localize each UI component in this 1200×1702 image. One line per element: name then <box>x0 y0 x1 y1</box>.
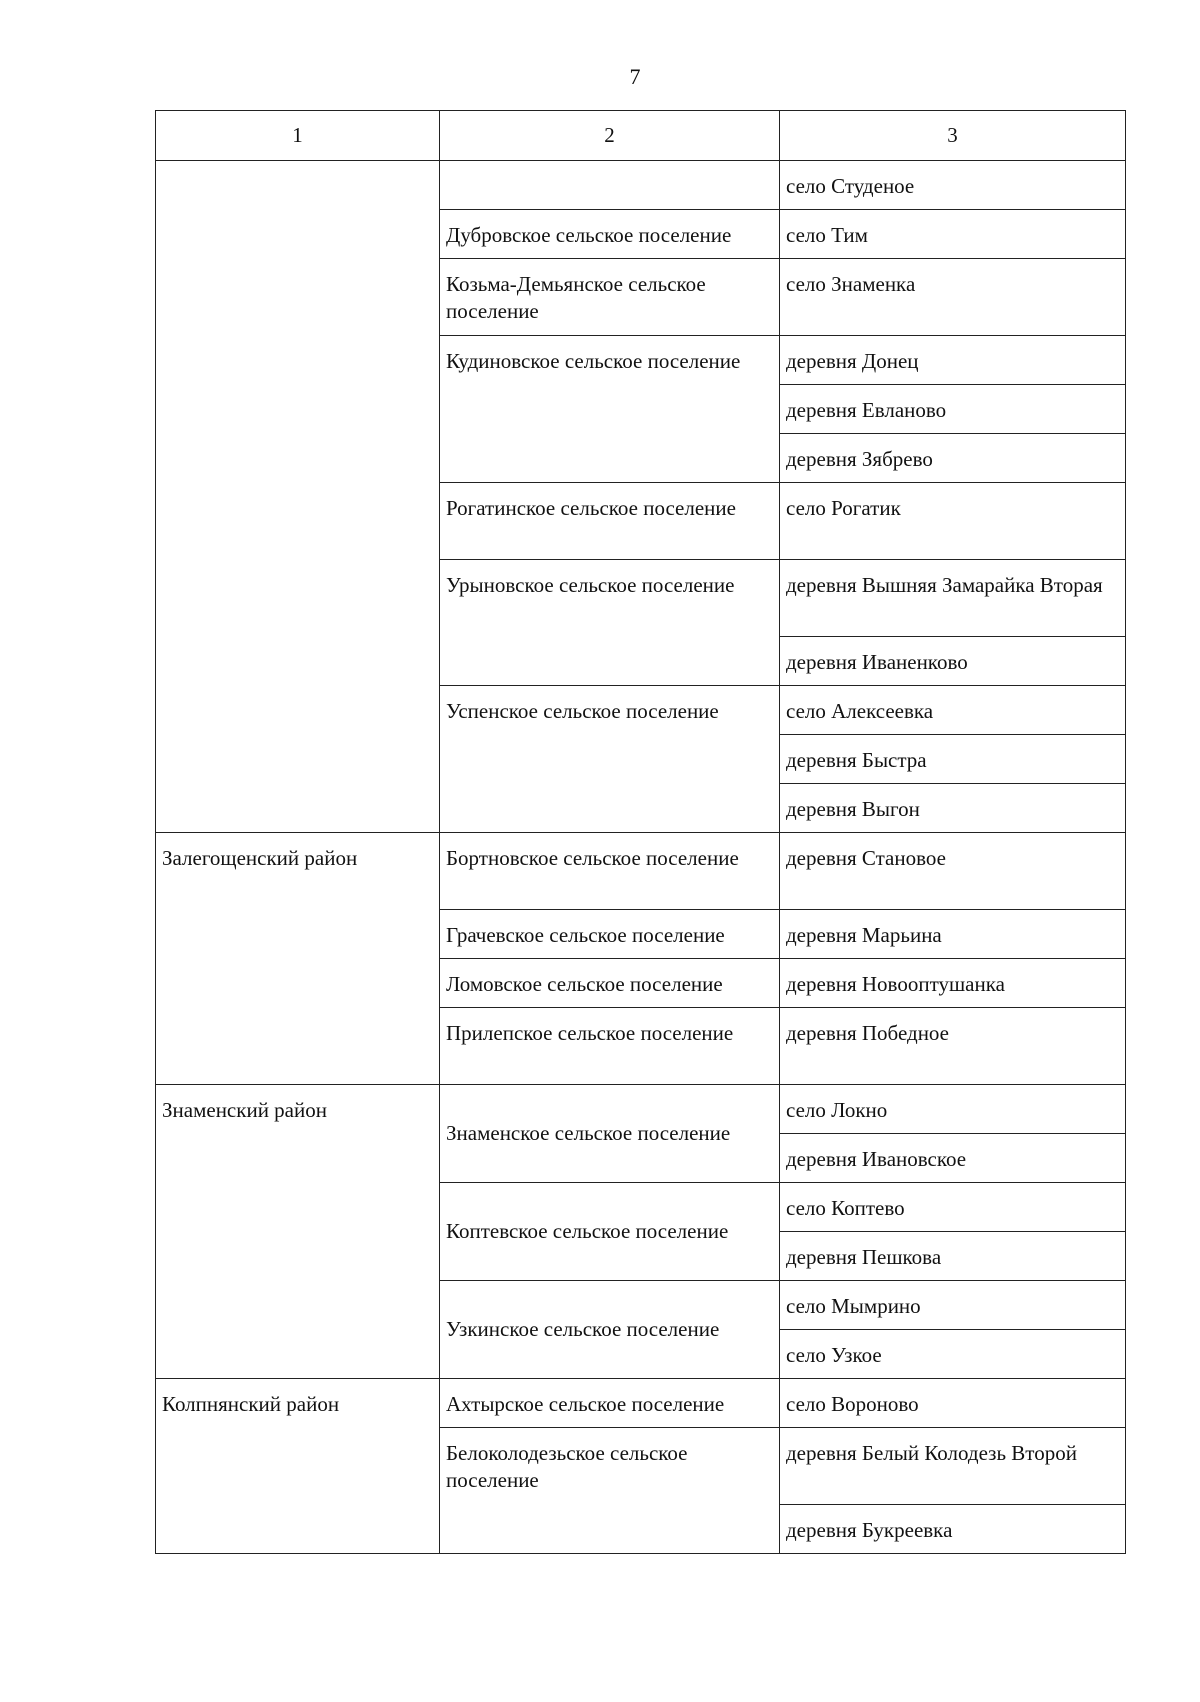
page-number: 7 <box>629 64 641 89</box>
header-row <box>156 111 1126 161</box>
settlement-cell: Ломовское сельское поселение <box>440 959 780 1008</box>
locality-cell: село Вороново <box>780 1379 1126 1428</box>
locality-cell: деревня Евланово <box>780 385 1126 434</box>
settlement-cell <box>440 161 780 210</box>
district-cell: Залегощенский район <box>156 833 440 1085</box>
settlement-cell: Белоколодезьское сельское поселение <box>440 1428 780 1554</box>
locality-cell: деревня Становое <box>780 833 1126 910</box>
district-cell: Колпнянский район <box>156 1379 440 1554</box>
settlement-cell: Знаменское сельское поселение <box>440 1085 780 1183</box>
locality-cell: деревня Пешкова <box>780 1232 1126 1281</box>
locality-cell: село Знаменка <box>780 259 1126 336</box>
table-row <box>156 161 1126 210</box>
locality-cell: деревня Букреевка <box>780 1505 1126 1554</box>
locality-cell: деревня Вышняя Замарайка Вторая <box>780 560 1126 637</box>
locality-cell: село Алексеевка <box>780 686 1126 735</box>
locality-cell: село Тим <box>780 210 1126 259</box>
locality-cell: деревня Быстра <box>780 735 1126 784</box>
settlement-cell: Дубровское сельское поселение <box>440 210 780 259</box>
column-header-3: 3 <box>780 111 1126 161</box>
locality-cell: село Коптево <box>780 1183 1126 1232</box>
settlement-cell: Урыновское сельское поселение <box>440 560 780 686</box>
table-row <box>156 1379 1126 1428</box>
settlement-cell: Козьма-Демьянское сельское поселение <box>440 259 780 336</box>
settlements-table <box>155 110 1126 1554</box>
settlement-cell: Рогатинское сельское поселение <box>440 483 780 560</box>
locality-cell: село Узкое <box>780 1330 1126 1379</box>
locality-cell: деревня Донец <box>780 336 1126 385</box>
locality-cell: деревня Ивановское <box>780 1134 1126 1183</box>
settlement-cell: Коптевское сельское поселение <box>440 1183 780 1281</box>
locality-cell: село Локно <box>780 1085 1126 1134</box>
column-header-1: 1 <box>156 111 440 161</box>
table-row <box>156 1085 1126 1134</box>
locality-cell: деревня Марьина <box>780 910 1126 959</box>
settlement-cell: Ахтырское сельское поселение <box>440 1379 780 1428</box>
settlement-cell: Узкинское сельское поселение <box>440 1281 780 1379</box>
locality-cell: деревня Победное <box>780 1008 1126 1085</box>
locality-cell: деревня Выгон <box>780 784 1126 833</box>
locality-cell: деревня Белый Колодезь Второй <box>780 1428 1126 1505</box>
locality-cell: деревня Зябрево <box>780 434 1126 483</box>
settlement-cell: Успенское сельское поселение <box>440 686 780 833</box>
settlement-cell: Кудиновское сельское поселение <box>440 336 780 483</box>
settlement-cell: Бортновское сельское поселение <box>440 833 780 910</box>
district-cell: Знаменский район <box>156 1085 440 1379</box>
settlement-cell: Грачевское сельское поселение <box>440 910 780 959</box>
table-row <box>156 833 1126 910</box>
locality-cell: село Мымрино <box>780 1281 1126 1330</box>
column-header-2: 2 <box>440 111 780 161</box>
locality-cell: деревня Новооптушанка <box>780 959 1126 1008</box>
locality-cell: село Студеное <box>780 161 1126 210</box>
district-cell <box>156 161 440 833</box>
settlement-cell: Прилепское сельское поселение <box>440 1008 780 1085</box>
locality-cell: деревня Иваненково <box>780 637 1126 686</box>
locality-cell: село Рогатик <box>780 483 1126 560</box>
